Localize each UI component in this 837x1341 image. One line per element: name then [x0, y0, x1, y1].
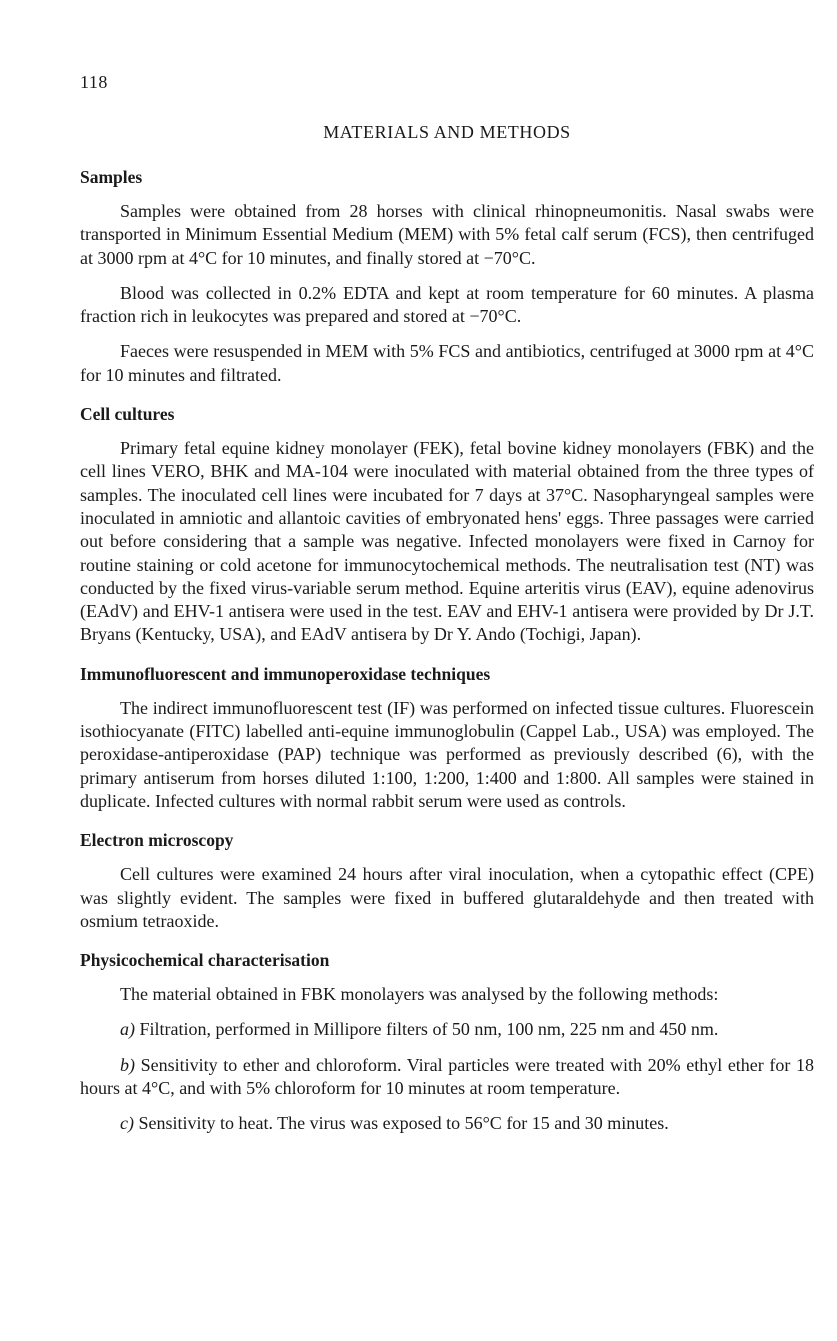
- item-label: a): [120, 1019, 135, 1040]
- section-title: Electron microscopy: [80, 830, 234, 851]
- method-item-b: [80, 1054, 814, 1101]
- section-title: Cell cultures: [80, 404, 175, 425]
- section-title: Immunofluorescent and immunoperoxidase techniques: [80, 663, 491, 684]
- item-text: Sensitivity to ether and chloroform. Viral particles were treated with 20% ethyl ether for 18 hours at 4°C, and with 5% chloroform for 10 minutes at room temperature.: [80, 1054, 814, 1099]
- method-item-c: [80, 1112, 814, 1135]
- section-title: Samples: [80, 167, 143, 187]
- paragraph: Primary fetal equine kidney monolayer (FEK), fetal bovine kidney monolayers (FBK) and the cell lines VERO, BHK and MA-104 were inoculated with material obtained from the three types of samples. The inoculated cell lines were incubated for 7 days at 37°C. Nasopharyngeal samples were inoculated in amniotic and allantoic cavities of embryonated hens' eggs. Three passages were carried out before considering that a sample was negative. Infected monolayers were fixed in Carnoy for routine staining or cold acetone for immunocytochemical methods. The neutralisation test (NT) was conducted by the fixed virus-variable serum method. Equine arteritis virus (EAV), equine adenovirus (EAdV) and EHV-1 antisera were used in the test. EAV and EHV-1 antisera were provided by Dr J.T. Bryans (Kentucky, USA), and EAdV antisera by Dr Y. Ando (Tochigi, Japan).: [80, 438, 814, 645]
- section-samples: [80, 166, 814, 387]
- paragraph: Cell cultures were examined 24 hours after viral inoculation, when a cytopathic effect (CPE) was slightly evident. The samples were fixed in buffered glutaraldehyde and then treated with osmium tetraoxide.: [80, 864, 814, 931]
- item-text: Filtration, performed in Millipore filters of 50 nm, 100 nm, 225 nm and 450 nm.: [139, 1019, 719, 1040]
- document-body: [80, 166, 814, 1148]
- section-electron-microscopy: [80, 829, 814, 933]
- paragraph: Blood was collected in 0.2% EDTA and kept at room temperature for 60 minutes. A plasma fraction rich in leukocytes was prepared and stored at −70°C.: [80, 282, 814, 327]
- item-label: c): [120, 1113, 134, 1134]
- item-text: Sensitivity to heat. The virus was exposed to 56°C for 15 and 30 minutes.: [138, 1113, 669, 1134]
- paragraph: The indirect immunofluorescent test (IF) was performed on infected tissue cultures. Fluorescein isothiocyanate (FITC) labelled anti-equine immunoglobulin (Cappel Lab., USA) was employed. The peroxidase-antiperoxidase (PAP) technique was performed as previously described (6), with the primary antiserum from horses diluted 1:100, 1:200, 1:400 and 1:800. All samples were stained in duplicate. Infected cultures with normal rabbit serum were used as controls.: [80, 697, 814, 811]
- paragraph: The material obtained in FBK monolayers was analysed by the following methods:: [120, 984, 719, 1005]
- main-heading: MATERIALS AND METHODS: [323, 122, 571, 142]
- paragraph: Faeces were resuspended in MEM with 5% FCS and antibiotics, centrifuged at 3000 rpm at 4°C for 10 minutes and filtrated.: [80, 341, 814, 385]
- section-immuno-techniques: [80, 663, 814, 813]
- section-title: Physicochemical characterisation: [80, 950, 330, 971]
- page-number: 118: [80, 72, 108, 92]
- paragraph: Samples were obtained from 28 horses with clinical rhinopneumonitis. Nasal swabs were transported in Minimum Essential Medium (MEM) with 5% fetal calf serum (FCS), then centrifuged at 3000 rpm at 4°C for 10 minutes, and finally stored at −70°C.: [80, 201, 814, 268]
- item-label: b): [120, 1054, 135, 1075]
- section-cell-cultures: [80, 403, 814, 647]
- section-physicochemical: [80, 949, 814, 1135]
- method-item-a: [80, 1018, 814, 1041]
